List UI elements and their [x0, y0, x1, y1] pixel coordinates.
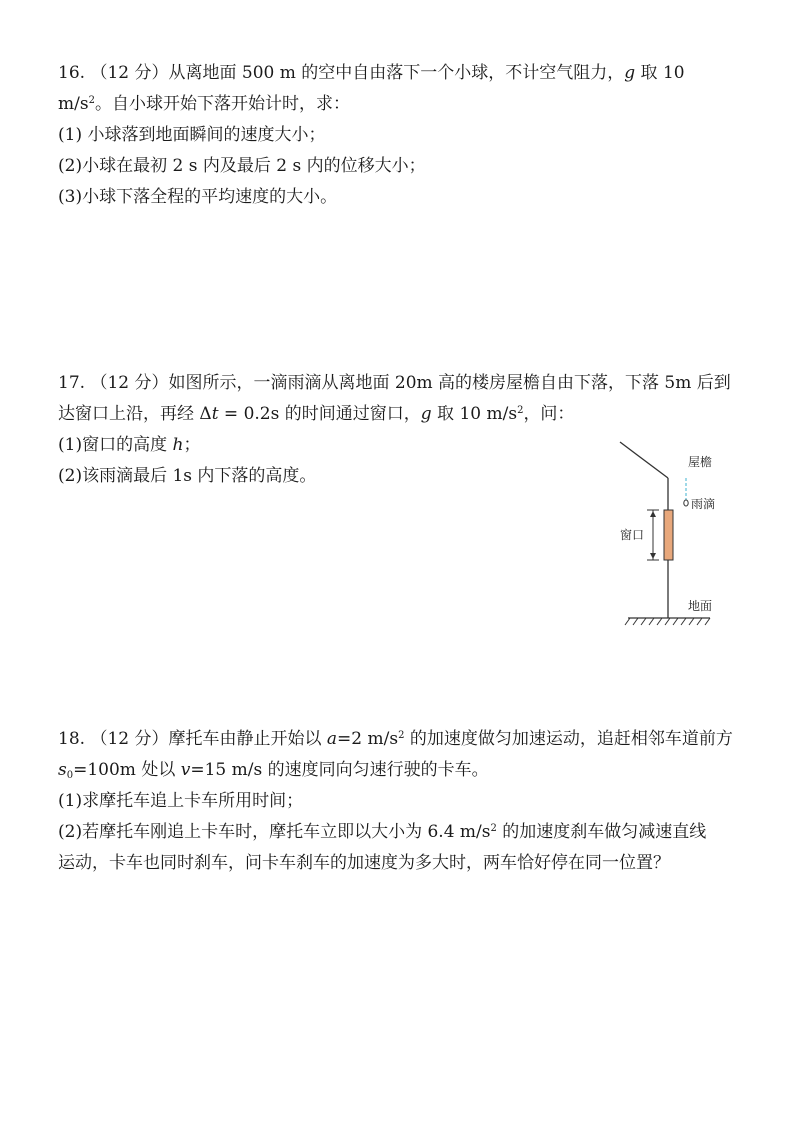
q17-text: ，问： [523, 404, 575, 424]
raindrop-icon [684, 500, 688, 506]
q18-item-2-continued: 运动，卡车也同时刹车，问卡车刹车的加速度为多大时，两车恰好停在同一位置？ [58, 853, 670, 873]
subscript: 0 [66, 770, 74, 781]
arrow-head-down [650, 553, 656, 559]
q17-text: ； [183, 435, 201, 455]
q17-text: = 0.2s 的时间通过窗口， [218, 404, 421, 424]
ground-hatching [625, 618, 710, 625]
exponent: 2 [490, 823, 497, 834]
q18-text: =15 m/s 的速度同向匀速行驶的卡车。 [190, 760, 489, 780]
q17-text: (1)窗口的高度 [58, 435, 173, 455]
q18-text: (2)若摩托车刚追上卡车时，摩托车立即以大小为 6.4 m/s [58, 822, 491, 842]
q17-line-2 [58, 399, 758, 430]
q17-line-1: 17. （12 分）如图所示，一滴雨滴从离地面 20m 高的楼房屋檐自由下落，下落 5m 后到 [58, 373, 731, 393]
q16-text: 。自小球开始下落开始计时，求： [94, 94, 350, 114]
q18-text: =2 m/s [337, 729, 399, 749]
q18-text: 的加速度做匀加速运动，追赶相邻车道前方 [404, 729, 733, 749]
exponent: 2 [398, 730, 405, 741]
label-eaves: 屋檐 [688, 455, 713, 469]
h-symbol: h [172, 435, 184, 455]
q16-item-3: (3)小球下落全程的平均速度的大小。 [58, 187, 338, 207]
s-symbol: s [58, 760, 67, 780]
q16-item-2: (2)小球在最初 2 s 内及最后 2 s 内的位移大小； [58, 156, 426, 176]
arrow-head-up [650, 511, 656, 517]
window-rect [664, 510, 673, 560]
q18-item-1: (1)求摩托车追上卡车所用时间； [58, 791, 304, 811]
roof-eave-line [620, 442, 668, 478]
q17-text: 取 10 m/s [431, 404, 518, 424]
question-16 [58, 58, 758, 213]
q18-line-1 [58, 724, 758, 755]
exponent: 2 [517, 405, 524, 416]
q18-text: =100m 处以 [73, 760, 181, 780]
label-raindrop: 雨滴 [691, 497, 716, 511]
q18-text: 18. （12 分）摩托车由静止开始以 [58, 729, 327, 749]
q16-item-1: (1) 小球落到地面瞬间的速度大小； [58, 125, 326, 145]
exponent: 2 [88, 95, 95, 106]
q17-text: 达窗口上沿，再经 Δ [58, 404, 212, 424]
q16-line-2 [58, 89, 758, 120]
q16-text: 取 10 [635, 63, 685, 83]
raindrop-diagram [618, 440, 718, 635]
label-ground: 地面 [688, 599, 713, 613]
q16-text: 16. （12 分）从离地面 500 m 的空中自由落下一个小球，不计空气阻力， [58, 63, 625, 83]
unit: m/s [58, 94, 89, 114]
q18-text: 的加速度刹车做匀减速直线 [496, 822, 707, 842]
q18-item-2 [58, 817, 758, 848]
a-symbol: a [326, 729, 338, 749]
g-symbol: g [624, 63, 636, 83]
q16-line-1 [58, 58, 758, 89]
g-symbol: g [420, 404, 432, 424]
question-18 [58, 724, 758, 879]
v-symbol: v [180, 760, 191, 780]
label-window: 窗口 [620, 528, 645, 542]
t-symbol: t [211, 404, 219, 424]
q18-line-2 [58, 755, 758, 786]
q17-item-2: (2)该雨滴最后 1s 内下落的高度。 [58, 466, 317, 486]
